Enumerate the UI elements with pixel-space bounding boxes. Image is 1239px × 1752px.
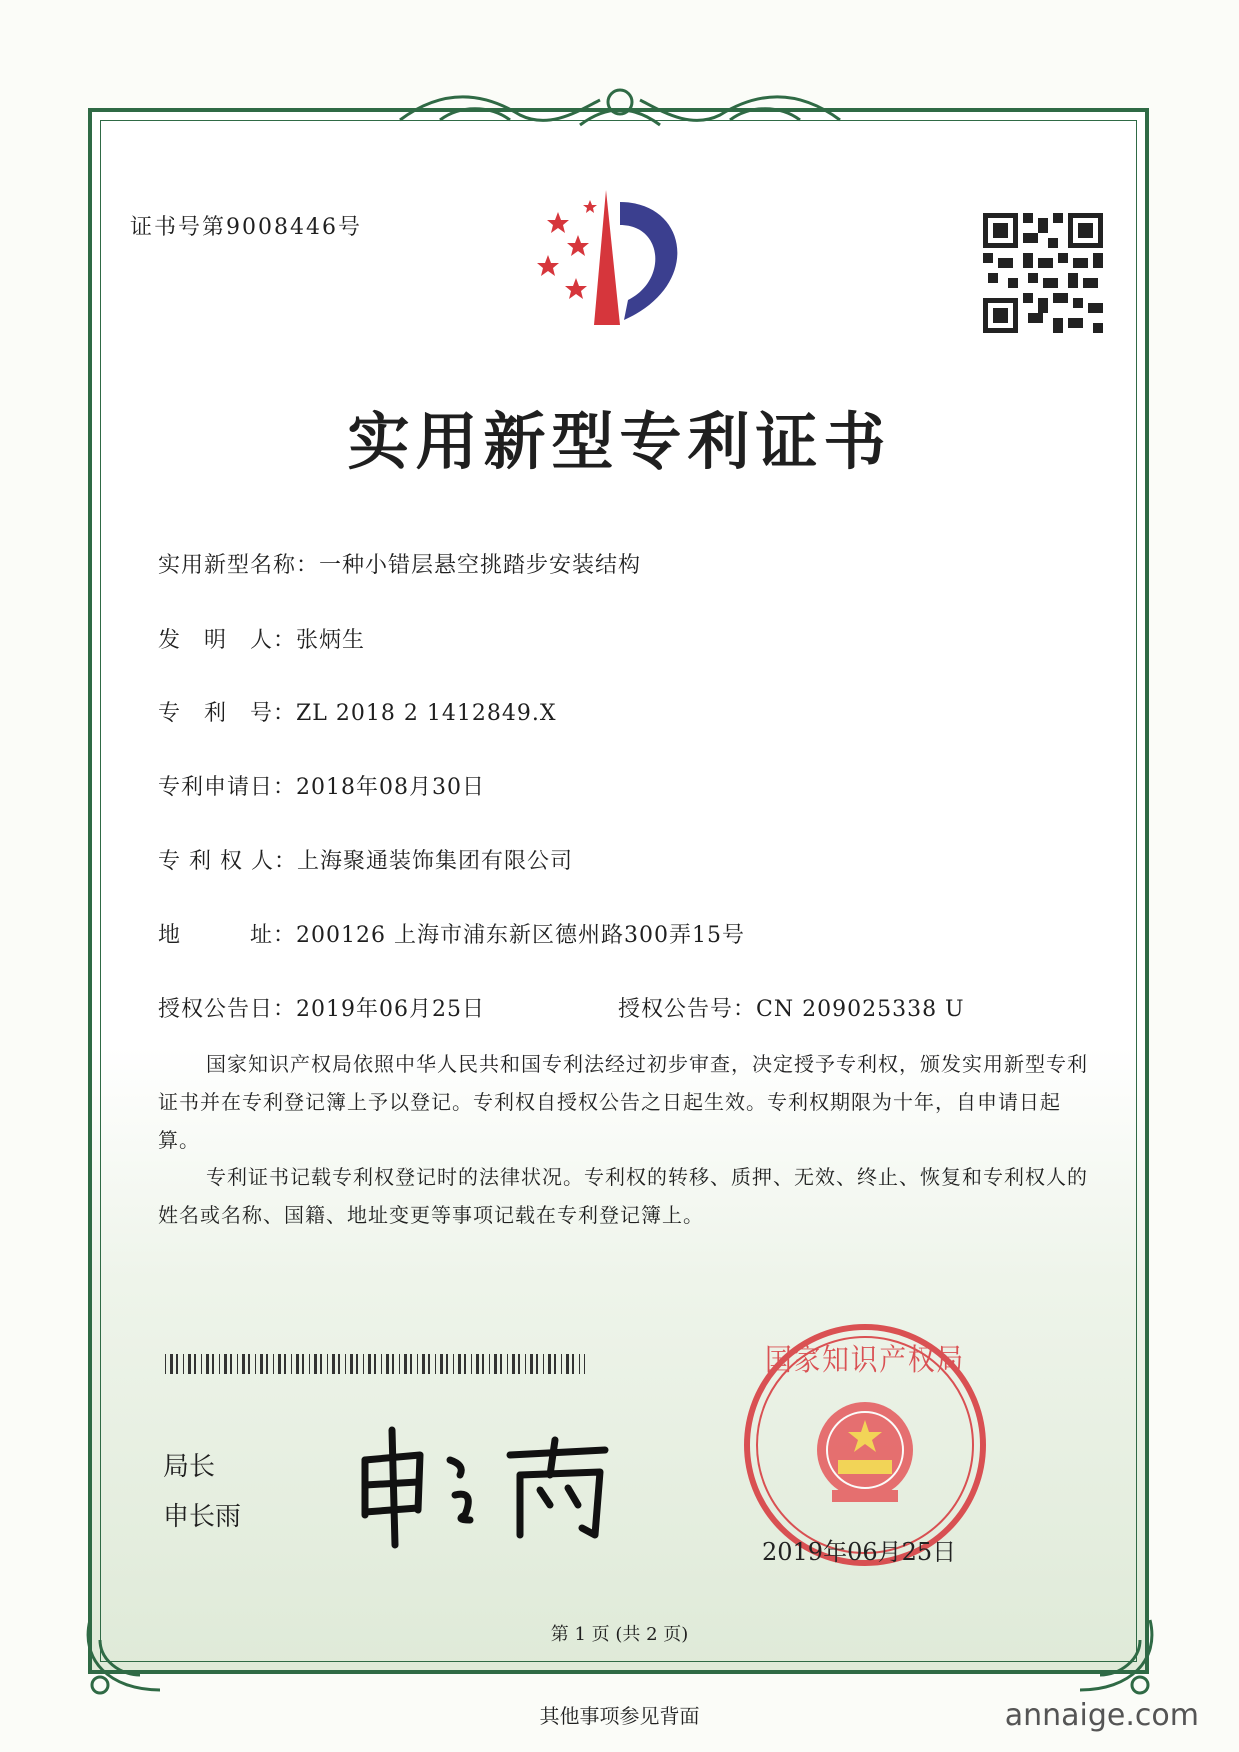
seal-text-top: 国家知识产权局	[765, 1343, 965, 1378]
field-value: 张炳生	[296, 628, 366, 653]
certificate-number: 证书号第9008446号	[130, 215, 362, 240]
top-ornament	[380, 80, 860, 140]
field-announcement-number	[618, 992, 965, 1023]
field-label: 地 址：	[158, 923, 297, 948]
field-label: 发 明 人：	[158, 628, 297, 653]
director-signature	[350, 1420, 620, 1550]
field-value: 200126 上海市浦东新区德州路300弄15号	[296, 923, 745, 948]
field-value: ZL 2018 2 1412849.X	[296, 701, 557, 726]
patent-office-logo	[528, 190, 718, 330]
director-name: 申长雨	[163, 1502, 242, 1532]
field-label: 专 利 号：	[158, 701, 297, 726]
statement-paragraph-2: 专利证书记载专利权登记时的法律状况。专利权的转移、质押、无效、终止、恢复和专利权人的姓名或名称、国籍、地址变更等事项记载在专利登记簿上。	[158, 1165, 1088, 1227]
footer-note: 其他事项参见背面	[539, 1704, 700, 1728]
field-value: 上海聚通装饰集团有限公司	[296, 849, 573, 874]
corner-ornament-bottom-right	[1060, 1600, 1170, 1710]
field-patent-number	[158, 696, 557, 727]
director-title: 局长	[163, 1452, 216, 1482]
field-label: 授权公告日：	[158, 997, 297, 1022]
statement-paragraph-1: 国家知识产权局依照中华人民共和国专利法经过初步审查，决定授予专利权，颁发实用新型专利证书并在专利登记簿上予以登记。专利权自授权公告之日起生效。专利权期限为十年，自申请日起算。	[158, 1052, 1088, 1152]
field-label: 专 利 权 人：	[158, 849, 297, 874]
field-inventor	[158, 623, 365, 654]
field-application-date	[158, 770, 485, 801]
field-utility-model-name	[158, 548, 641, 579]
field-label: 授权公告号：	[618, 997, 757, 1022]
field-label: 实用新型名称：	[158, 553, 320, 578]
field-address	[158, 918, 745, 949]
field-value: 一种小错层悬空挑踏步安装结构	[319, 553, 642, 578]
watermark: annaige.com	[1004, 1698, 1199, 1733]
seal-date: 2019年06月25日	[762, 1538, 957, 1566]
page-number: 第 1 页 (共 2 页)	[550, 1624, 689, 1645]
field-value: 2018年08月30日	[296, 775, 485, 800]
field-patentee	[158, 844, 573, 875]
field-value: CN 209025338 U	[756, 997, 965, 1022]
field-grant-date	[158, 992, 485, 1023]
corner-ornament-bottom-left	[70, 1600, 180, 1710]
certificate-title: 实用新型专利证书	[347, 405, 892, 478]
field-label: 专利申请日：	[158, 775, 297, 800]
qr-code	[983, 213, 1103, 333]
field-value: 2019年06月25日	[296, 997, 485, 1022]
barcode	[165, 1354, 585, 1374]
